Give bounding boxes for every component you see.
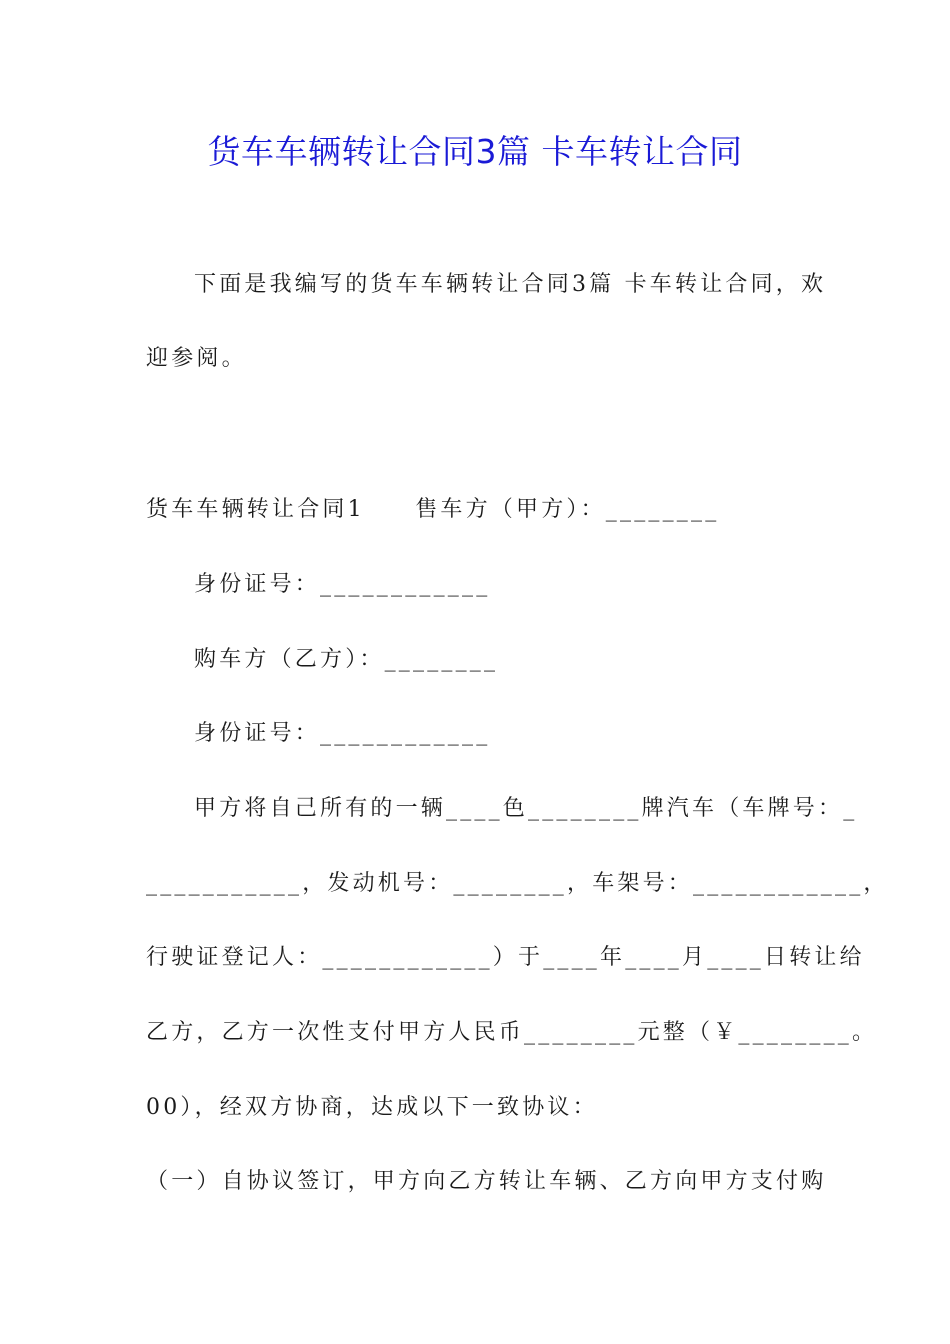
body-line-4: 乙方，乙方一次性支付甲方人民币________元整（￥________。	[146, 1020, 878, 1045]
clause-1-line: （一）自协议签订，甲方向乙方转让车辆、乙方向甲方支付购	[146, 1169, 827, 1194]
document-title: 货车车辆转让合同3篇 卡车转让合同	[207, 132, 743, 171]
body-line-5: 00），经双方协商，达成以下一致协议：	[146, 1095, 598, 1120]
buyer-line: 购车方（乙方）：________	[194, 647, 499, 672]
body-line-1: 甲方将自己所有的一辆____色________牌汽车（车牌号：_	[194, 796, 858, 821]
contract-heading-seller: 货车车辆转让合同1 售车方（甲方）：________	[146, 497, 720, 522]
seller-id-line: 身份证号：____________	[194, 572, 491, 597]
intro-line-2: 迎参阅。	[146, 346, 247, 371]
intro-line-1: 下面是我编写的货车车辆转让合同3篇 卡车转让合同，欢	[194, 272, 827, 297]
body-line-3: 行驶证登记人：____________）于____年____月____日转让给	[146, 945, 865, 970]
body-line-2: ___________，发动机号：________，车架号：____________，	[146, 871, 889, 896]
buyer-id-line: 身份证号：____________	[194, 721, 491, 746]
